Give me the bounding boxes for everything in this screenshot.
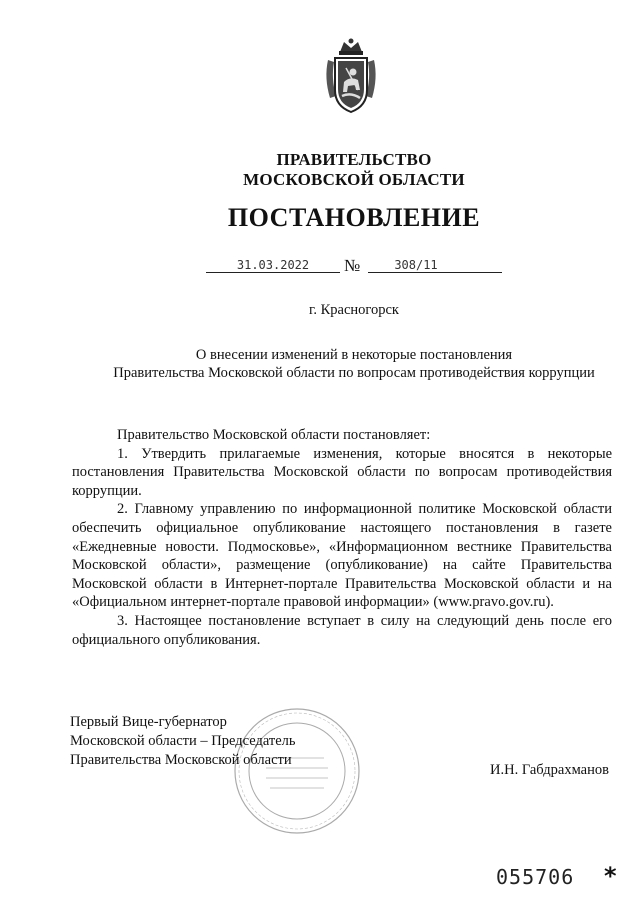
number-sign: № xyxy=(344,256,361,275)
city-line: г. Красногорск xyxy=(309,302,399,318)
subject-line2: Правительства Московской области по вопросам противодействия коррупции xyxy=(113,365,595,381)
position-line2: Московской области – Председатель xyxy=(70,733,296,749)
registration-mark: * xyxy=(604,862,617,890)
date-number-row xyxy=(0,258,640,280)
date-underline xyxy=(206,272,340,273)
intro-paragraph: Правительство Московской области постановляет: xyxy=(117,427,431,443)
government-name-line1: ПРАВИТЕЛЬСТВО xyxy=(276,150,432,169)
subject-line1: О внесении изменений в некоторые постановления xyxy=(195,347,513,363)
document-body xyxy=(72,426,612,649)
document-date: 31.03.2022 xyxy=(236,258,310,272)
coat-of-arms-icon xyxy=(322,38,380,116)
position-line1: Первый Вице-губернатор xyxy=(70,714,227,730)
document-type-title: ПОСТАНОВЛЕНИЕ xyxy=(227,203,481,232)
signatory-name: И.Н. Габдрахманов xyxy=(490,762,609,778)
item-2-paragraph: 2. Главному управлению по информационной политике Московской области обеспечить официальное опубликование настоящего постановления в газете «Ежедневные новости. Подмосковье», «Информационном вестнике Правительства Московской области», размещение (опубликование) на сайте Правительства Московской области в Интернет-портале Правительства Московской области и на «Официальном интернет-портале правовой информации» (www.pravo.gov.ru). xyxy=(72,501,612,611)
registration-number: 055706 xyxy=(496,865,575,889)
signatory-position xyxy=(70,713,296,770)
document-number: 308/11 xyxy=(394,258,438,272)
number-underline xyxy=(368,272,502,273)
item-1-paragraph: 1. Утвердить прилагаемые изменения, которые вносятся в некоторые постановления Правительства Московской области по вопросам противодействия коррупции. xyxy=(72,445,612,499)
item-3-paragraph: 3. Настоящее постановление вступает в силу на следующий день после его официального опубликования. xyxy=(72,612,612,648)
position-line3: Правительства Московской области xyxy=(70,752,292,768)
government-name-line2: МОСКОВСКОЙ ОБЛАСТИ xyxy=(243,170,465,189)
